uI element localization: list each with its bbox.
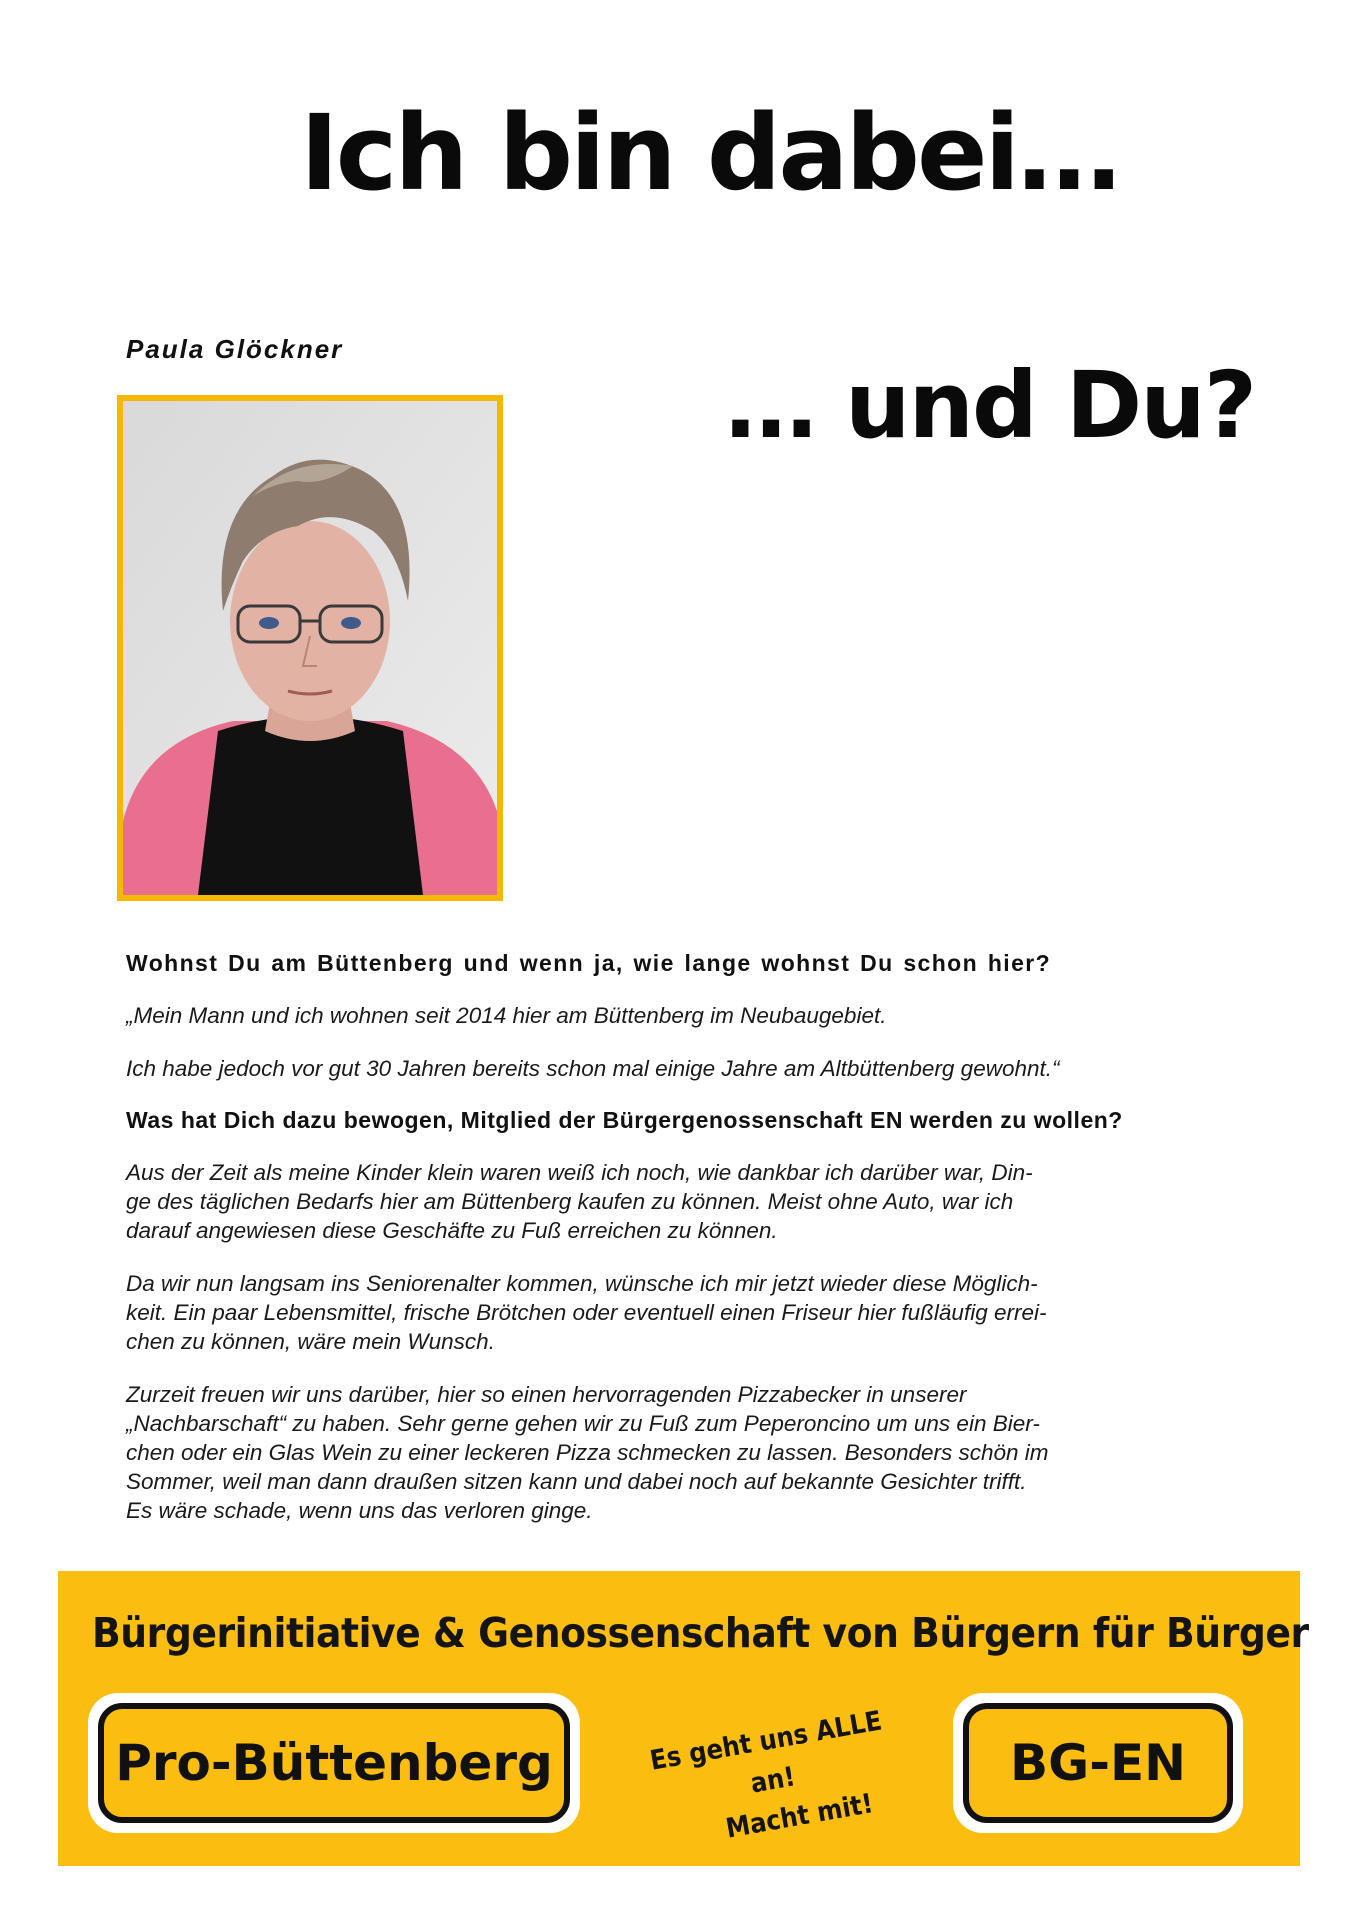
answer-2-paragraph-2: Da wir nun langsam ins Seniorenalter kommen, wünsche ich mir jetzt wieder diese Möglich- keit. Ein paar Lebensmittel, frische Brötchen oder eventuell einen Friseur hier fußläufig errei- chen zu können, wäre mein Wunsch. — [126, 1271, 1047, 1354]
person-name: Paula Glöckner — [126, 334, 344, 364]
banner-title: Bürgerinitiative & Genossenschaft von Bürgern für Bürger — [92, 1609, 1309, 1657]
slogan-line-1: Es geht uns ALLE an! — [647, 1705, 885, 1800]
headline: Ich bin dabei… — [300, 92, 1119, 214]
bg-en-sign — [953, 1693, 1243, 1833]
question-1: Wohnst Du am Büttenberg und wenn ja, wie lange wohnst Du schon hier? — [126, 950, 1052, 976]
subheadline: … und Du? — [725, 352, 1256, 459]
slogan — [620, 1697, 926, 1866]
bg-en-label: BG-EN — [963, 1703, 1233, 1823]
question-2: Was hat Dich dazu bewogen, Mitglied der Bürgergenossenschaft EN werden zu wollen? — [126, 1107, 1123, 1133]
answer-1-line-1: „Mein Mann und ich wohnen seit 2014 hier am Büttenberg im Neubaugebiet. — [126, 1003, 887, 1028]
pro-buettenberg-sign — [88, 1693, 580, 1833]
portrait-photo — [117, 395, 503, 901]
pro-buettenberg-label: Pro-Büttenberg — [98, 1703, 570, 1823]
answer-2-paragraph-3: Zurzeit freuen wir uns darüber, hier so einen hervorragenden Pizzabecker in unserer „Nachbarschaft“ zu haben. Sehr gerne gehen wir zu Fuß zum Peperoncino um uns ein Bier- chen oder ein Glas Wein zu einer leckeren Pizza schmecken zu lassen. Besonders schön im Sommer, weil man dann draußen sitzen kann und dabei noch auf bekannte Gesichter trifft. Es wäre schade, wenn uns das verloren ginge. — [126, 1382, 1049, 1523]
interview-section — [126, 950, 1226, 1549]
footer-banner — [58, 1571, 1309, 1866]
answer-2-paragraph-1: Aus der Zeit als meine Kinder klein waren weiß ich noch, wie dankbar ich darüber war, Din- ge des täglichen Bedarfs hier am Büttenberg kaufen zu können. Meist ohne Auto, war ich darauf angewiesen diese Geschäfte zu Fuß erreichen zu können. — [126, 1160, 1033, 1243]
portrait-illustration — [123, 401, 497, 895]
slogan-line-2: Macht mit! — [723, 1788, 876, 1845]
answer-1-line-2: Ich habe jedoch vor gut 30 Jahren bereits schon mal einige Jahre am Altbüttenberg gewohnt.“ — [126, 1056, 1060, 1081]
